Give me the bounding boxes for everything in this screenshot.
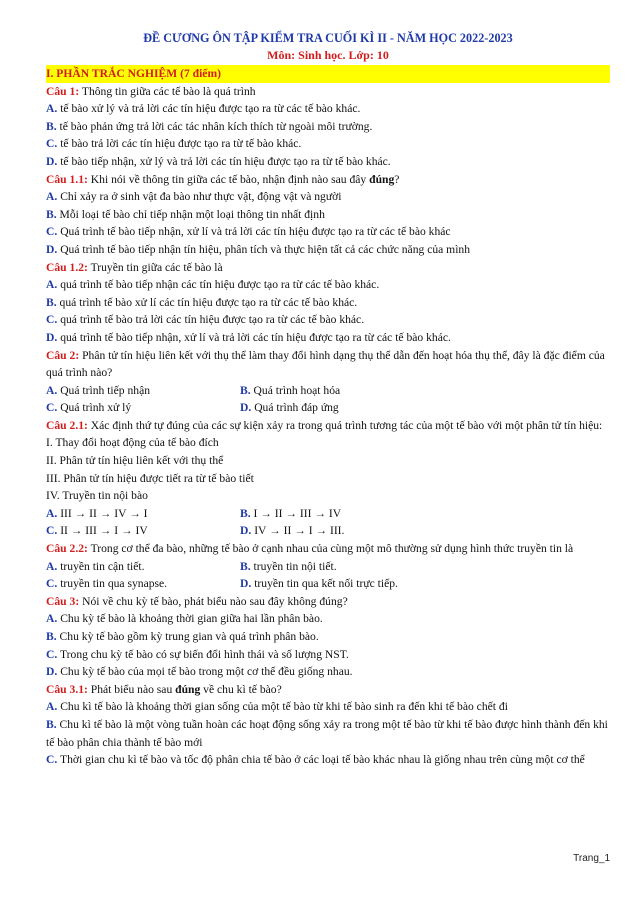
option-text: Chu kì tế bào là một vòng tuần hoàn các hoạt động sống xảy ra trong một tế bào từ khi tế bào được hình thành đến khi tế bào phân chia thành tế bào mới <box>46 717 608 749</box>
option-text: Thời gian chu kì tế bào và tốc độ phân chia tế bào ở các loại tế bào khác nhau là giống nhau trên cùng một cơ thể <box>59 753 585 767</box>
question-2-2 <box>46 540 610 593</box>
event-line: I. Thay đổi hoạt động của tế bào đích <box>46 436 219 450</box>
option-letter: A. <box>46 700 58 714</box>
question-text: Phát biểu nào sau <box>87 682 176 696</box>
option-text: tế bào trả lời các tín hiệu được tạo ra từ tế bào khác. <box>60 137 302 151</box>
option-letter: B. <box>240 383 251 397</box>
question-text: Phân tử tín hiệu liên kết với thụ thể làm thay đổi hình dạng thụ thể dẫn đến hoạt hóa thụ thể, đây là đặc điểm của quá trình nào? <box>46 348 605 380</box>
option-letter: C. <box>46 225 58 239</box>
option-letter: C. <box>46 524 58 538</box>
question-text-end: về chu kì tế bào? <box>200 682 282 696</box>
question-stem <box>46 171 610 189</box>
option-letter: C. <box>46 647 58 661</box>
emphasis-word: đúng <box>175 682 201 696</box>
option-b <box>240 558 337 576</box>
question-number: Câu 1.2: <box>46 260 88 274</box>
option-a <box>46 698 610 716</box>
question-text: Thông tin giữa các tế bào là quá trình <box>79 84 256 98</box>
option-letter: B. <box>240 506 251 520</box>
subject-line: Môn: Sinh học. Lớp: 10 <box>267 48 389 62</box>
option-a <box>46 382 240 400</box>
option-c <box>46 575 240 593</box>
option-text: Quá trình xử lý <box>60 401 132 415</box>
option-a <box>46 505 240 523</box>
question-number: Câu 1: <box>46 84 80 98</box>
option-letter: B. <box>240 559 251 573</box>
option-d <box>240 522 344 540</box>
option-row <box>46 505 610 523</box>
option-d <box>240 575 398 593</box>
option-text: tế bào xử lý và trả lời các tín hiệu được tạo ra từ các tế bào khác. <box>60 102 361 116</box>
question-stem <box>46 540 610 558</box>
option-letter: B. <box>46 207 57 221</box>
question-text: Xác định thứ tự đúng của các sự kiện xảy ra trong quá trình tương tác của một tế bào với một phân tử tín hiệu: <box>87 418 603 432</box>
option-text: II → III → I → IV <box>60 524 148 538</box>
option-letter: A. <box>46 559 58 573</box>
question-stem <box>46 593 610 611</box>
option-letter: D. <box>240 577 252 591</box>
option-letter: B. <box>46 295 57 309</box>
option-a <box>46 558 240 576</box>
option-text: Quá trình đáp ứng <box>254 401 339 415</box>
option-text: Quá trình hoạt hóa <box>253 383 341 397</box>
option-letter: C. <box>46 313 58 327</box>
option-text: tế bào phản ứng trả lời các tác nhân kích thích từ ngoài môi trường. <box>59 119 373 133</box>
option-letter: A. <box>46 612 58 626</box>
option-letter: D. <box>46 242 58 256</box>
question-number: Câu 3.1: <box>46 682 88 696</box>
option-text: Chỉ xảy ra ở sinh vật đa bào như thực vật, động vật và người <box>60 190 342 204</box>
page-number: Trang_1 <box>573 853 610 864</box>
option-c <box>46 311 610 329</box>
option-text: quá trình tế bào tiếp nhận các tín hiệu được tạo ra từ các tế bào khác. <box>60 278 380 292</box>
option-row <box>46 575 610 593</box>
option-text: Mỗi loại tế bào chỉ tiếp nhận một loại thông tin nhất định <box>59 207 325 221</box>
option-text: truyền tin cận tiết. <box>60 559 145 573</box>
option-text: Trong chu kỳ tế bào có sự biến đổi hình thái và số lượng NST. <box>59 647 349 661</box>
option-text: truyền tin qua kết nối trực tiếp. <box>254 577 398 591</box>
option-a <box>46 100 610 118</box>
question-text: Nói về chu kỳ tế bào, phát biểu nào sau đây không đúng? <box>79 594 348 608</box>
question-3 <box>46 593 610 681</box>
option-letter: C. <box>46 577 58 591</box>
option-letter: D. <box>240 524 252 538</box>
document-body <box>46 30 610 769</box>
question-number: Câu 2: <box>46 348 80 362</box>
option-text: III → II → IV → I <box>60 506 148 520</box>
question-stem <box>46 83 610 101</box>
section-heading: I. PHẦN TRẮC NGHIỆM (7 điểm) <box>46 65 610 83</box>
document-title: ĐỀ CƯƠNG ÔN TẬP KIỂM TRA CUỐI KÌ II - NĂM HỌC 2022-2023 <box>143 31 513 45</box>
question-stem <box>46 259 610 277</box>
question-1-2 <box>46 259 610 347</box>
question-1 <box>46 83 610 171</box>
option-b <box>240 382 340 400</box>
option-text: Chu kỳ tế bào của mọi tế bào trong một cơ thể đều giống nhau. <box>60 665 353 679</box>
event-line: III. Phân tử tín hiệu được tiết ra từ tế bào tiết <box>46 471 254 485</box>
option-d <box>46 153 610 171</box>
option-letter: C. <box>46 137 58 151</box>
option-a <box>46 276 610 294</box>
option-text: quá trình tế bào trả lời các tín hiệu được tạo ra từ các tế bào khác. <box>60 313 365 327</box>
question-text: Truyền tin giữa các tế bào là <box>87 260 223 274</box>
question-text: Khi nói về thông tin giữa các tế bào, nhận định nào sau đây <box>87 172 370 186</box>
option-text: truyền tin nội tiết. <box>253 559 337 573</box>
option-text: Quá trình tế bào tiếp nhận tín hiệu, phân tích và thực hiện tất cả các chức năng của mình <box>60 242 471 256</box>
option-text: Quá trình tiếp nhận <box>60 383 151 397</box>
option-row <box>46 558 610 576</box>
option-letter: A. <box>46 383 58 397</box>
option-c <box>46 646 610 664</box>
option-letter: A. <box>46 102 58 116</box>
option-text: tế bào tiếp nhận, xử lý và trả lời các tín hiệu được tạo ra từ tế bào khác. <box>60 154 391 168</box>
option-d <box>240 399 339 417</box>
option-row <box>46 522 610 540</box>
option-text: quá trình tế bào xử lí các tín hiệu được tạo ra từ các tế bào khác. <box>59 295 358 309</box>
option-text: I → II → III → IV <box>253 506 342 520</box>
question-2 <box>46 347 610 417</box>
option-b <box>46 206 610 224</box>
question-number: Câu 3: <box>46 594 80 608</box>
option-letter: D. <box>46 665 58 679</box>
option-c <box>46 399 240 417</box>
option-letter: D. <box>46 330 58 344</box>
option-letter: A. <box>46 506 58 520</box>
question-stem <box>46 347 610 382</box>
option-b <box>46 294 610 312</box>
option-d <box>46 241 610 259</box>
option-text: truyền tin qua synapse. <box>60 577 168 591</box>
question-number: Câu 1.1: <box>46 172 88 186</box>
option-letter: D. <box>46 154 58 168</box>
option-letter: C. <box>46 401 58 415</box>
option-d <box>46 663 610 681</box>
option-letter: D. <box>240 401 252 415</box>
question-text-end: ? <box>394 172 400 186</box>
option-letter: A. <box>46 278 58 292</box>
option-letter: B. <box>46 717 57 731</box>
option-row <box>46 399 610 417</box>
option-letter: B. <box>46 630 57 643</box>
option-text: Chu kỳ tế bào gồm kỳ trung gian và quá trình phân bào. <box>59 630 319 643</box>
question-3-1 <box>46 681 610 769</box>
option-c <box>46 522 240 540</box>
question-2-1 <box>46 417 610 540</box>
option-text: quá trình tế bào tiếp nhận, xử lí và trả lời các tín hiệu được tạo ra từ các tế bào khác. <box>60 330 451 344</box>
question-stem <box>46 417 610 435</box>
option-b <box>46 628 610 646</box>
option-b <box>46 716 610 751</box>
question-text: Trong cơ thể đa bào, những tế bào ở cạnh nhau của cùng một mô thường sử dụng hình thức truyền tin là <box>87 542 574 556</box>
option-text: Chu kỳ tế bào là khoảng thời gian giữa hai lần phân bào. <box>60 612 323 626</box>
option-letter: C. <box>46 753 58 767</box>
option-a <box>46 188 610 206</box>
question-number: Câu 2.1: <box>46 418 88 432</box>
question-number: Câu 2.2: <box>46 542 88 556</box>
option-b <box>46 118 610 136</box>
option-text: Chu kì tế bào là khoảng thời gian sống của một tế bào từ khi tế bào sinh ra đến khi tế bào chết đi <box>60 700 508 714</box>
option-letter: A. <box>46 190 58 204</box>
option-c <box>46 751 610 769</box>
option-c <box>46 135 610 153</box>
question-1-1 <box>46 171 610 259</box>
option-c <box>46 223 610 241</box>
emphasis-word: đúng <box>369 172 395 186</box>
question-stem <box>46 681 610 699</box>
event-line: II. Phân tử tín hiệu liên kết với thụ thể <box>46 454 224 468</box>
option-letter: B. <box>46 119 57 133</box>
event-line: IV. Truyền tin nội bào <box>46 489 148 503</box>
option-d <box>46 329 610 347</box>
option-text: Quá trình tế bào tiếp nhận, xử lí và trả lời các tín hiệu được tạo ra từ các tế bào khác <box>60 225 451 239</box>
option-row <box>46 382 610 400</box>
option-a <box>46 610 610 628</box>
option-b <box>240 505 341 523</box>
option-text: IV → II → I → III. <box>254 524 345 538</box>
